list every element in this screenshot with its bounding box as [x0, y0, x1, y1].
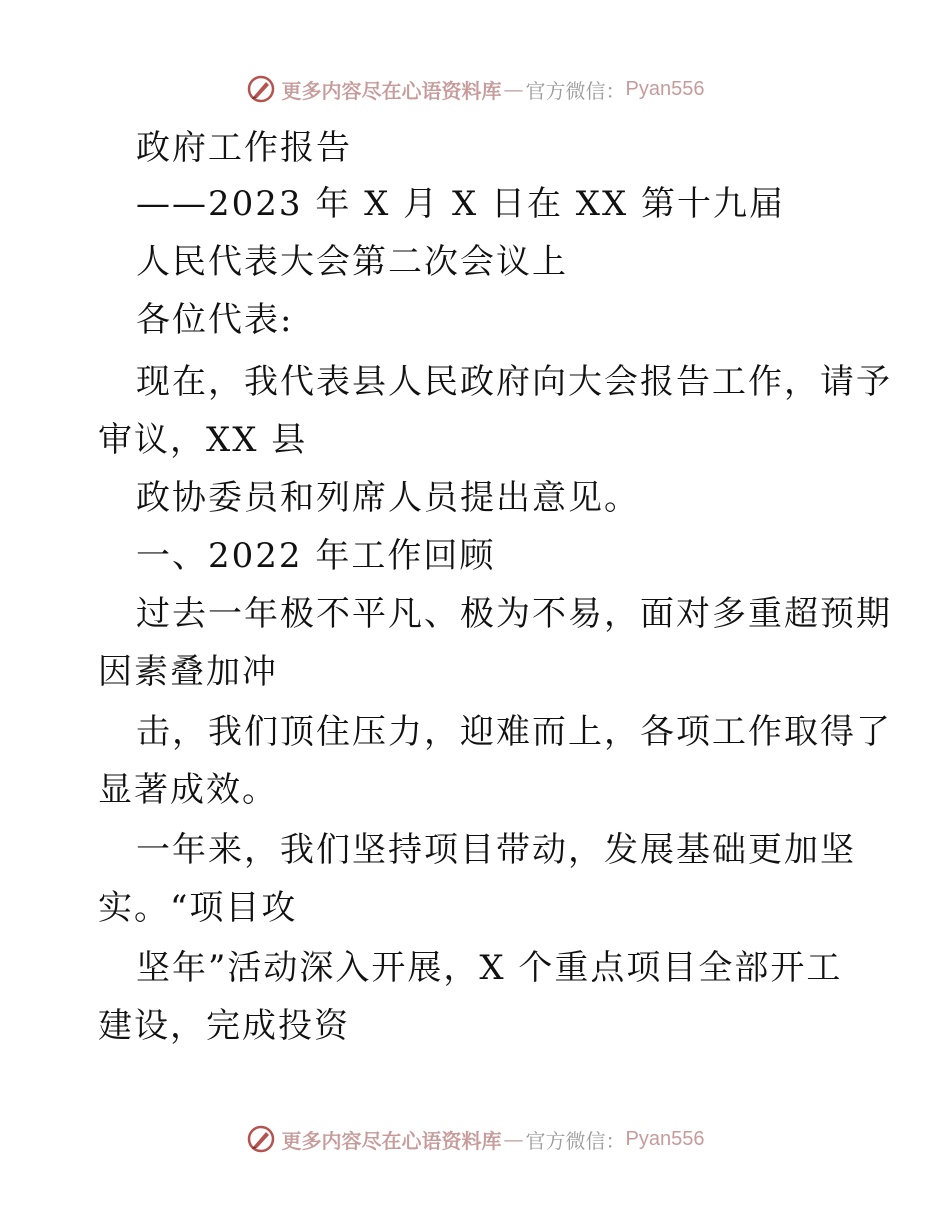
doc-section-heading: 一、2022 年工作回顾	[136, 536, 496, 576]
doc-paragraph-line: 因素叠加冲	[98, 652, 278, 692]
watermark-dash: —	[503, 77, 524, 101]
watermark-site-name: 更多内容尽在心语资料库	[281, 78, 502, 103]
doc-subtitle-line-1: ——2023 年 X 月 X 日在 XX 第十九届	[136, 184, 786, 224]
pen-logo-icon	[246, 1124, 276, 1154]
watermark-wechat-label: 官方微信：	[525, 78, 626, 103]
watermark-wechat-id: Pyan556	[625, 77, 705, 100]
doc-paragraph-line: 实。“项目攻	[98, 888, 298, 928]
doc-paragraph-line: 政协委员和列席人员提出意见。	[136, 478, 640, 518]
header-watermark	[0, 72, 950, 106]
doc-paragraph-line: 现在，我代表县人民政府向大会报告工作，请予	[136, 362, 892, 402]
doc-title: 政府工作报告	[136, 128, 352, 168]
doc-paragraph-line: 审议，XX 县	[98, 420, 308, 460]
watermark-site-name: 更多内容尽在心语资料库	[281, 1128, 502, 1153]
pen-logo-icon	[246, 74, 276, 104]
doc-paragraph-line: 显著成效。	[98, 770, 278, 810]
doc-paragraph-line: 坚年”活动深入开展，X 个重点项目全部开工	[136, 948, 843, 988]
footer-watermark	[0, 1122, 950, 1156]
doc-subtitle-line-2: 人民代表大会第二次会议上	[136, 242, 568, 282]
doc-salutation: 各位代表:	[136, 300, 294, 340]
doc-paragraph-line: 过去一年极不平凡、极为不易，面对多重超预期	[136, 594, 892, 634]
doc-paragraph-line: 击，我们顶住压力，迎难而上，各项工作取得了	[136, 712, 892, 752]
doc-paragraph-line: 一年来，我们坚持项目带动，发展基础更加坚	[136, 830, 856, 870]
doc-paragraph-line: 建设，完成投资	[98, 1006, 350, 1046]
watermark-wechat-label: 官方微信：	[525, 1128, 626, 1153]
watermark-dash: —	[503, 1127, 524, 1151]
watermark-wechat-id: Pyan556	[625, 1127, 705, 1150]
